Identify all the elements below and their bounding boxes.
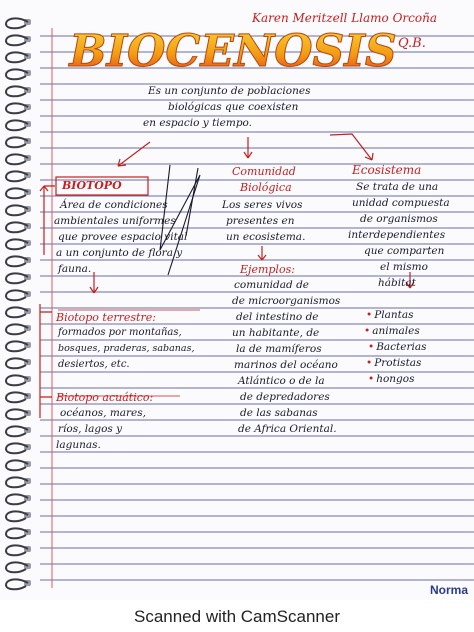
comunidad-heading: Biológica bbox=[240, 181, 292, 194]
ejemplo-line: marinos del océano bbox=[234, 359, 338, 371]
comunidad-line: presentes en bbox=[226, 215, 295, 227]
ejemplo-line: de microorganismos bbox=[232, 295, 341, 307]
ecosistema-line: unidad compuesta bbox=[352, 197, 450, 209]
biotopo-line: fauna. bbox=[58, 263, 92, 275]
biotopo-line: que provee espacio vital bbox=[58, 231, 188, 243]
comunidad-heading: Comunidad bbox=[232, 165, 296, 178]
ejemplos-heading: Ejemplos: bbox=[240, 263, 295, 276]
ecosistema-line: que comparten bbox=[364, 245, 445, 257]
ecosistema-line: Se trata de una bbox=[356, 181, 439, 193]
grade-label: Q.B. bbox=[398, 36, 426, 51]
acuatico-heading: Biotopo acuático: bbox=[56, 391, 154, 404]
author-name: Karen Meritzell Llamo Orcoña bbox=[252, 11, 437, 25]
ecosistema-line: el mismo bbox=[380, 261, 428, 273]
terrestre-line: bosques, praderas, sabanas, bbox=[58, 343, 195, 354]
kingdom-item: • hongos bbox=[368, 374, 414, 385]
ecosistema-line: hábitat bbox=[378, 277, 416, 289]
title-text: BIOCENOSIS bbox=[69, 26, 397, 77]
arrow-to-ecosistema bbox=[330, 134, 372, 160]
ejemplo-line: Atlántico o de la bbox=[238, 375, 325, 387]
intro-line: biológicas que coexisten bbox=[168, 101, 299, 113]
ejemplo-line: del intestino de bbox=[236, 311, 319, 323]
kingdom-item: • Protistas bbox=[366, 358, 421, 369]
arrow-to-biotopo bbox=[118, 142, 150, 166]
ecosistema-line: interdependientes bbox=[348, 229, 446, 241]
terrestre-heading: Biotopo terrestre: bbox=[56, 311, 156, 324]
kingdom-item: • animales bbox=[364, 326, 420, 337]
ejemplo-line: comunidad de bbox=[234, 279, 310, 291]
ejemplo-line: de las sabanas bbox=[240, 407, 318, 419]
ejemplo-line: de Africa Oriental. bbox=[238, 423, 337, 435]
comunidad-line: un ecosistema. bbox=[226, 231, 306, 243]
kingdom-item: • Plantas bbox=[366, 310, 414, 321]
terrestre-line: desiertos, etc. bbox=[58, 359, 130, 370]
biotopo-line: a un conjunto de flora y bbox=[56, 247, 183, 259]
biotopo-line: ambientales uniformes bbox=[54, 215, 176, 227]
acuatico-line: lagunas. bbox=[56, 439, 101, 451]
scanner-footer bbox=[0, 600, 474, 632]
acuatico-line: océanos, mares, bbox=[60, 407, 146, 419]
brand-logo: Norma bbox=[430, 583, 469, 597]
ejemplo-line: un habitante, de bbox=[232, 327, 320, 339]
biotopo-line: Área de condiciones bbox=[60, 199, 168, 211]
intro-line: Es un conjunto de poblaciones bbox=[148, 85, 311, 97]
kingdom-item: • Bacterias bbox=[368, 342, 427, 353]
footer-text: Scanned with CamScanner bbox=[133, 607, 340, 626]
acuatico-line: ríos, lagos y bbox=[58, 423, 123, 435]
ejemplo-line: la de mamíferos bbox=[236, 343, 322, 355]
intro-line: en espacio y tiempo. bbox=[143, 117, 253, 129]
ejemplo-line: de depredadores bbox=[240, 391, 330, 403]
ecosistema-line: de organismos bbox=[360, 213, 438, 225]
biotopo-heading: BIOTOPO bbox=[62, 179, 122, 192]
ecosistema-heading: Ecosistema bbox=[352, 163, 422, 177]
bracket-biotopos bbox=[40, 304, 52, 418]
comunidad-line: Los seres vivos bbox=[222, 199, 303, 211]
terrestre-line: formados por montañas, bbox=[58, 327, 182, 338]
